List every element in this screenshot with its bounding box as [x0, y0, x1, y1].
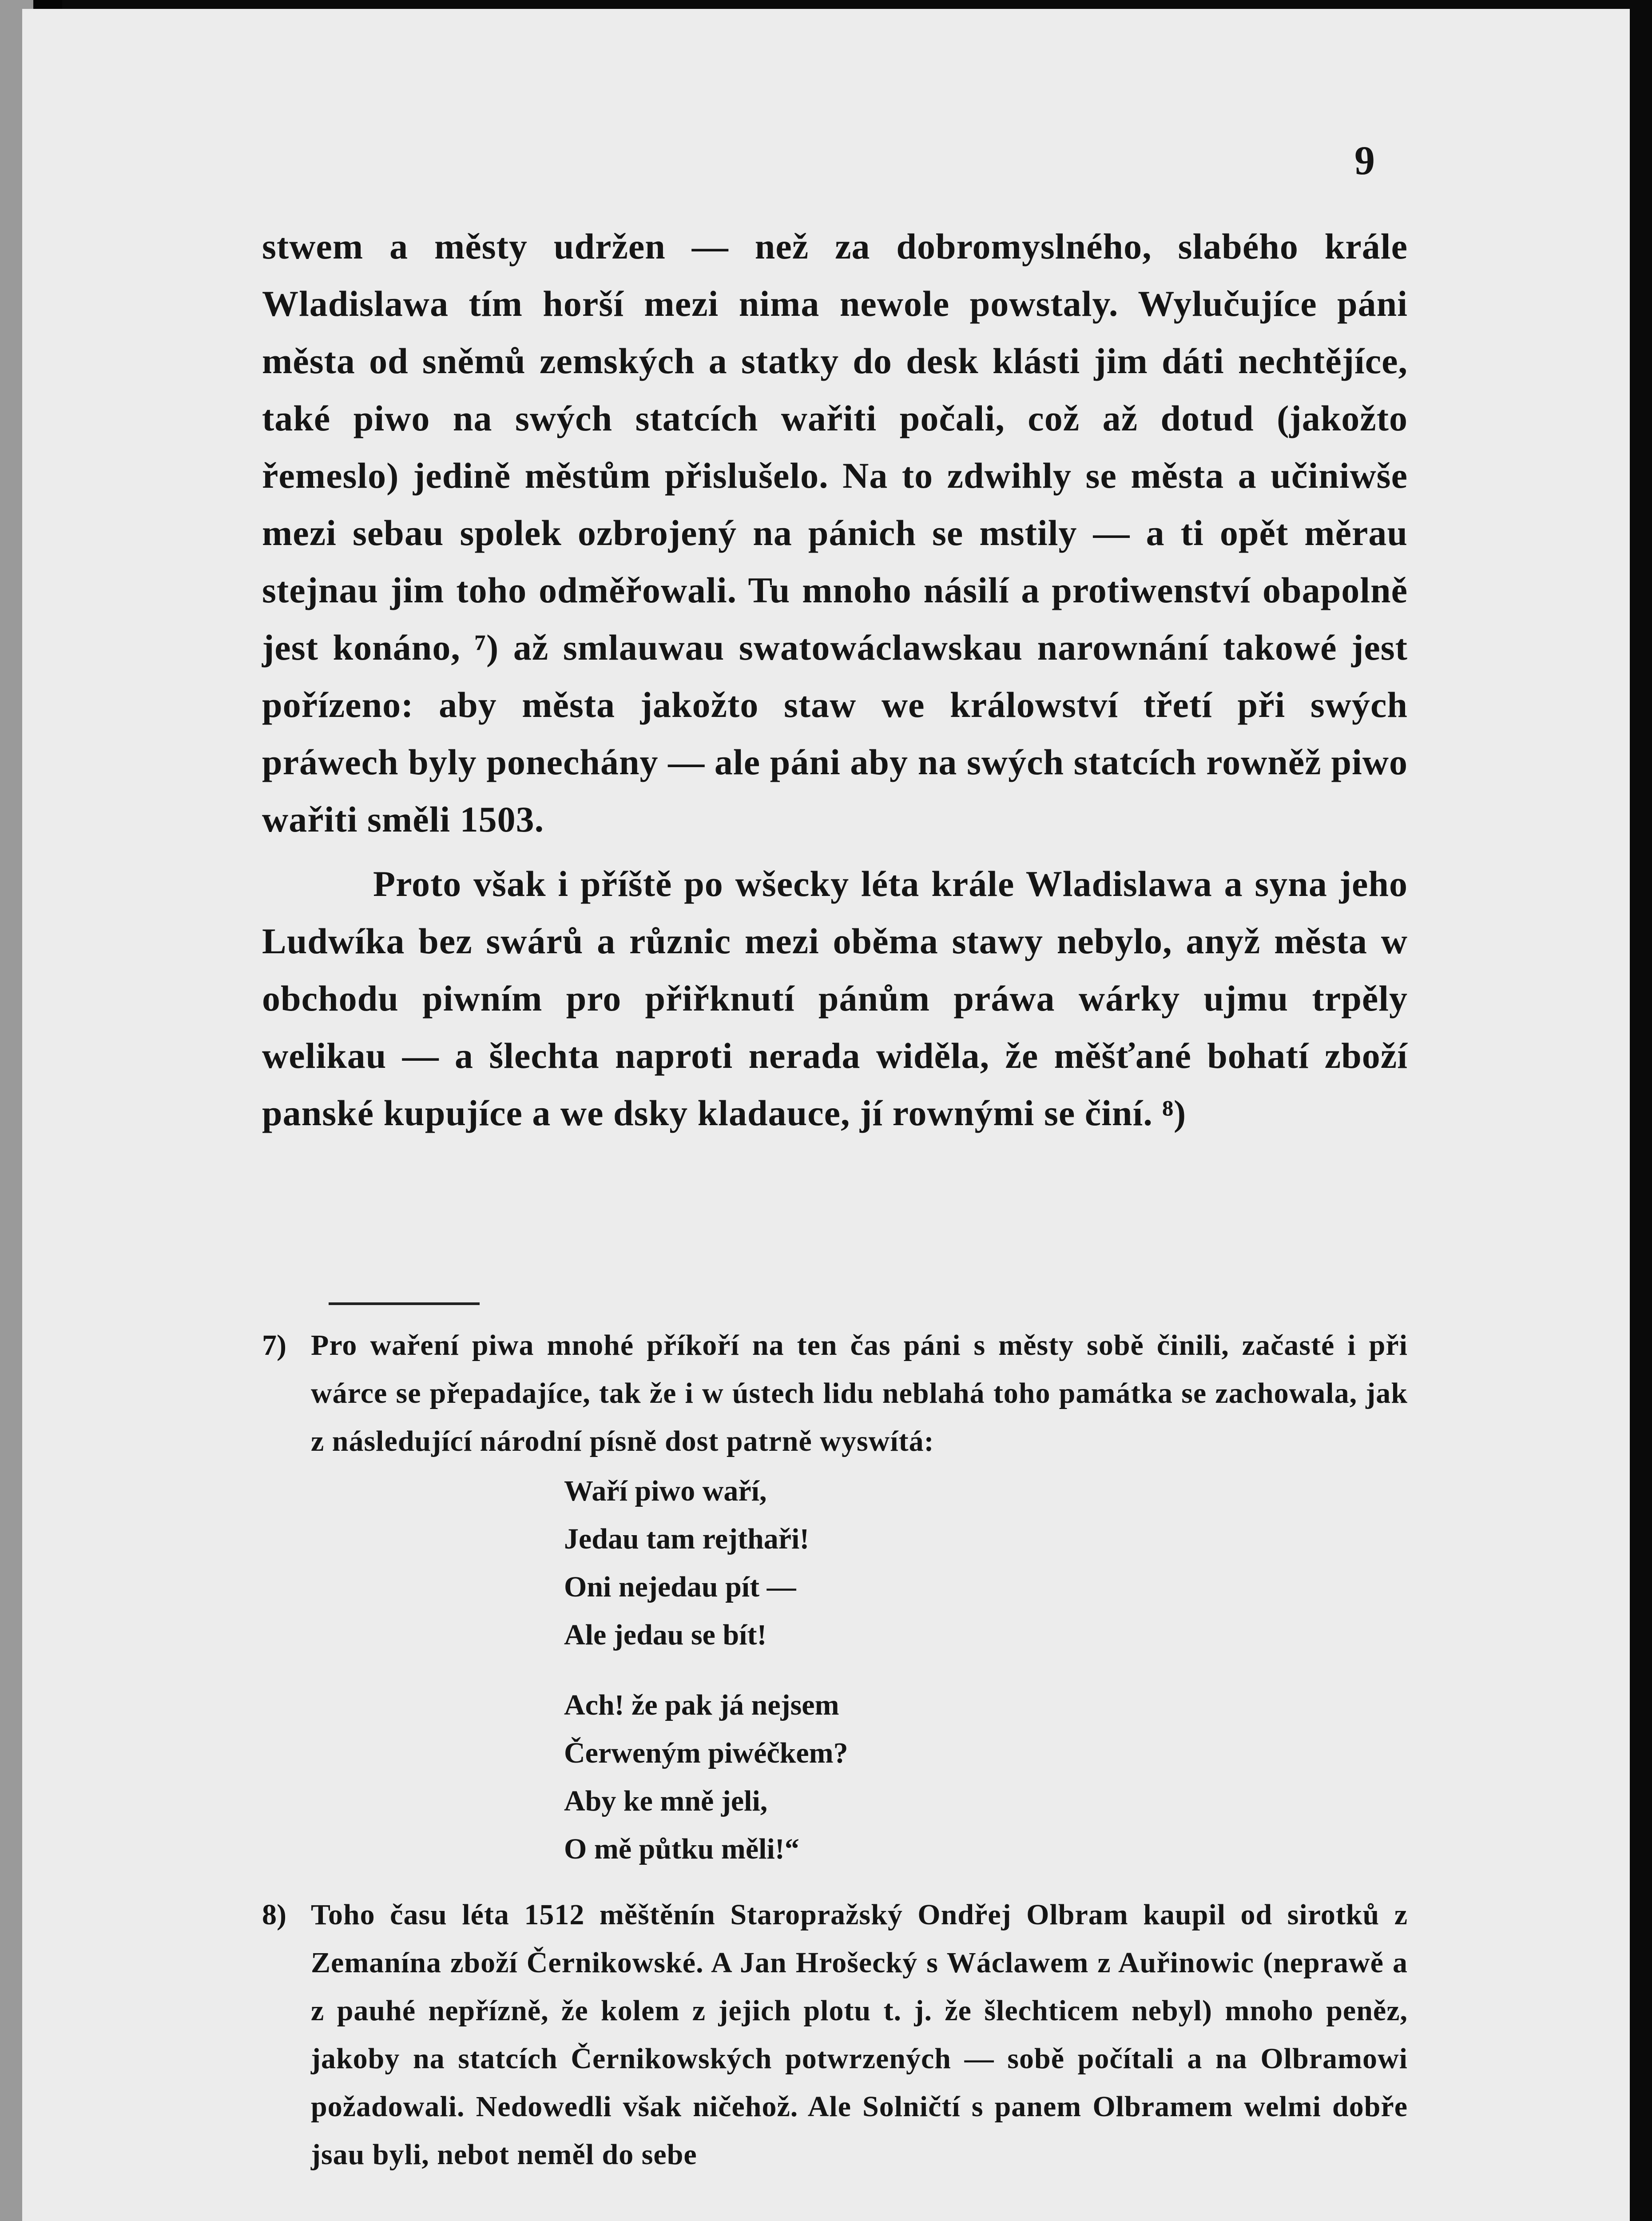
- verse: Jedau tam rejthaři!: [564, 1523, 810, 1555]
- paragraph-1: stwem a městy udržen — než za dobromyslného, slabého krále Wladislawa tím horší mezi nima newole powstaly. Wylučujíce páni města od sněmů zemských a statky do desk klásti jim dáti nechtějíce, také piwo na swých statcích wařiti počali, což až dotud (jakožto řemeslo) jedině městům přislušelo. Na to zdwihly se města a učiniwše mezi sebau spolek ozbrojený na pánich se mstily — a ti opět měrau stejnau jim toho odměřowali. Tu mnoho násilí a protiwenství obapolně jest konáno, ⁷) až smlauwau swatowáclawskau narownání takowé jest pořízeno: aby města jakožto staw we králowství třetí při swých práwech byly ponechány — ale páni aby na swých statcích rowněž piwo wařiti směli 1503.: [262, 226, 1408, 840]
- folk-song: [564, 1467, 1408, 1873]
- verse: Ach! že pak já nejsem: [564, 1689, 839, 1721]
- book-page: [22, 9, 1630, 2221]
- footnote-separator: [329, 1302, 480, 1305]
- main-text: [262, 218, 1408, 1142]
- stanza-1: [564, 1467, 1408, 1659]
- footnote-8-text: Toho času léta 1512 měštěnín Staropražský Ondřej Olbram kaupil od sirotků z Zemanína zboží Černikowské. A Jan Hrošecký s Wáclawem z Auřinowic (neprawě a z pauhé nepřízně, že kolem z jejich plotu t. j. že šlechticem nebyl) mnoho peněz, jakoby na statcích Černikowských potwrzených — sobě počítali a na Olbramowi požadowali. Nedowedli však ničehož. Ale Solničtí s panem Olbramem welmi dobře jsau byli, nebot neměl do sebe: [311, 1899, 1408, 2171]
- verse: Oni nejedau pít —: [564, 1571, 796, 1603]
- footnote-8: [262, 1891, 1408, 2179]
- verse: Waří piwo waří,: [564, 1475, 767, 1507]
- verse: O mě půtku měli!“: [564, 1833, 799, 1865]
- verse: Ale jedau se bít!: [564, 1619, 767, 1651]
- verse: Čerweným piwéčkem?: [564, 1737, 848, 1769]
- stanza-2: [564, 1681, 1408, 1873]
- footnote-7-label: 7): [262, 1329, 286, 1361]
- page-number: 9: [1354, 138, 1375, 183]
- footnote-7-text: Pro waření piwa mnohé příkoří na ten čas páni s městy sobě činili, začasté i při wárce se přepadajíce, tak že i w ústech lidu neblahá toho památka se zachowala, jak z následující národní písně dost patrně wyswítá:: [311, 1329, 1408, 1457]
- footnote-7: [262, 1321, 1408, 1873]
- footnotes: [262, 1321, 1408, 2179]
- footnote-8-label: 8): [262, 1899, 286, 1931]
- verse: Aby ke mně jeli,: [564, 1785, 768, 1817]
- paragraph-2: Proto však i příště po wšecky léta krále Wladislawa a syna jeho Ludwíka bez swárů a různic mezi oběma stawy nebylo, anyž města w obchodu piwním pro přiřknutí pánům práwa wárky ujmu trpěly welikau — a šlechta naproti nerada widěla, že měšťané bohatí zboží panské kupujíce a we dsky kladauce, jí rownými se činí. ⁸): [262, 864, 1408, 1133]
